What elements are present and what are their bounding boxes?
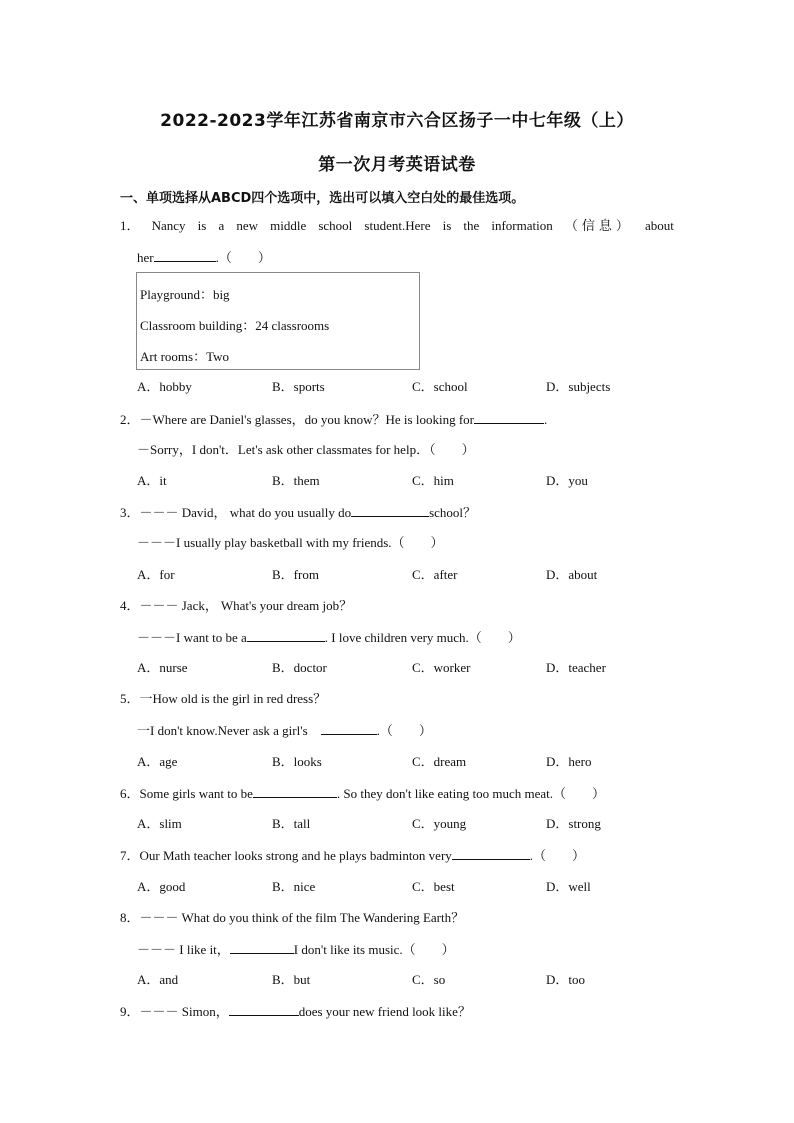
text: does your new friend look like？ <box>298 1004 471 1019</box>
question-7-line1 <box>120 847 585 864</box>
option-b[interactable]: B．looks <box>272 754 322 769</box>
question-3-line1 <box>120 504 476 521</box>
option-a[interactable]: A．nurse <box>137 660 188 675</box>
option-c[interactable]: C．school <box>412 379 468 394</box>
text: . So they don't like eating too much meat.（ ） <box>336 786 605 801</box>
option-d[interactable]: D．strong <box>546 816 601 831</box>
answer-blank[interactable] <box>253 785 337 798</box>
option-d[interactable]: D．subjects <box>546 379 611 394</box>
option-c[interactable]: C．worker <box>412 660 471 675</box>
text: 3．－－－ David， what do you usually do <box>120 505 352 520</box>
word: is <box>197 218 207 233</box>
question-5-line1: 5．一How old is the girl in red dress？ <box>120 691 327 706</box>
option-a[interactable]: A．good <box>137 879 186 894</box>
option-b[interactable]: B．doctor <box>272 660 327 675</box>
info-row-playground: Playground：big <box>140 287 230 302</box>
text: school？ <box>429 505 477 520</box>
word: is <box>442 218 452 233</box>
option-b[interactable]: B．sports <box>272 379 325 394</box>
text: . <box>544 412 548 427</box>
word: student.Here <box>364 218 431 233</box>
answer-blank[interactable] <box>230 941 294 954</box>
question-6-line1 <box>120 785 605 802</box>
text: .（ ） <box>215 250 271 265</box>
option-a[interactable]: A．and <box>137 972 179 987</box>
question-9-line1 <box>120 1003 471 1020</box>
text: 一I don't know.Never ask a girl's <box>137 723 321 738</box>
word: a <box>218 218 225 233</box>
text: 2．－Where are Daniel's glasses，do you know？He is looking for <box>120 412 474 427</box>
option-d[interactable]: D．too <box>546 972 586 987</box>
exam-title-line2: 第一次月考英语试卷 <box>318 155 476 175</box>
info-row-classroom: Classroom building：24 classrooms <box>140 318 330 333</box>
option-c[interactable]: C．best <box>412 879 455 894</box>
option-b[interactable]: B．tall <box>272 816 311 831</box>
option-b[interactable]: B．nice <box>272 879 316 894</box>
answer-blank[interactable] <box>452 847 530 860</box>
answer-blank[interactable] <box>321 722 377 735</box>
option-c[interactable]: C．him <box>412 473 454 488</box>
question-4-line1: 4．－－－ Jack， What's your dream job？ <box>120 598 353 613</box>
text: .（ ） <box>376 723 432 738</box>
option-c[interactable]: C．dream <box>412 754 467 769</box>
option-d[interactable]: D．about <box>546 567 598 582</box>
word: （信息） <box>564 218 633 233</box>
question-4-line2 <box>137 629 521 646</box>
word: new <box>236 218 259 233</box>
word: the <box>463 218 480 233</box>
answer-blank[interactable] <box>474 411 544 424</box>
option-a[interactable]: A．hobby <box>137 379 192 394</box>
text: －－－I want to be a <box>137 630 247 645</box>
option-b[interactable]: B．but <box>272 972 311 987</box>
option-c[interactable]: C．after <box>412 567 458 582</box>
word: middle <box>270 218 307 233</box>
word: about <box>644 218 674 233</box>
option-a[interactable]: A．slim <box>137 816 182 831</box>
option-a[interactable]: A．for <box>137 567 175 582</box>
text: .（ ） <box>529 848 586 863</box>
option-b[interactable]: B．them <box>272 473 320 488</box>
text: 7．Our Math teacher looks strong and he plays badminton very <box>120 848 452 863</box>
question-8-line1: 8．－－－ What do you think of the film The Wandering Earth？ <box>120 910 465 925</box>
option-d[interactable]: D．well <box>546 879 591 894</box>
answer-blank[interactable] <box>229 1003 299 1016</box>
question-1-line1 <box>120 218 674 234</box>
info-row-art-rooms: Art rooms：Two <box>140 349 230 364</box>
info-box <box>136 272 420 370</box>
text: her <box>137 250 154 265</box>
text: I don't like its music.（ ） <box>293 942 455 957</box>
question-5-line2 <box>137 722 432 739</box>
text: 6．Some girls want to be <box>120 786 253 801</box>
section-heading: 一、单项选择从ABCD四个选项中，选出可以填入空白处的最佳选项。 <box>120 191 525 206</box>
text: . I love children very much.（ ） <box>324 630 521 645</box>
option-a[interactable]: A．it <box>137 473 167 488</box>
text: －－－ I like it， <box>137 942 230 957</box>
option-a[interactable]: A．age <box>137 754 178 769</box>
word: Nancy <box>151 218 186 233</box>
word: information <box>491 218 553 233</box>
question-8-line2 <box>137 941 455 958</box>
text: 9．－－－ Simon， <box>120 1004 229 1019</box>
answer-blank[interactable] <box>154 249 216 262</box>
option-b[interactable]: B．from <box>272 567 319 582</box>
option-c[interactable]: C．so <box>412 972 446 987</box>
question-3-line2: －－－I usually play basketball with my friends.（ ） <box>137 535 444 550</box>
option-c[interactable]: C．young <box>412 816 467 831</box>
answer-blank[interactable] <box>247 629 325 642</box>
question-number: 1． <box>120 218 140 233</box>
answer-blank[interactable] <box>351 504 429 517</box>
question-1-line2 <box>137 249 271 266</box>
word: school <box>318 218 353 233</box>
question-2-line1 <box>120 411 547 428</box>
exam-title-line1: 2022-2023学年江苏省南京市六合区扬子一中七年级（上） <box>160 111 634 131</box>
option-d[interactable]: D．hero <box>546 754 592 769</box>
question-2-line2: －Sorry，I don't．Let's ask other classmates for help．（ ） <box>137 442 475 457</box>
option-d[interactable]: D．teacher <box>546 660 606 675</box>
option-d[interactable]: D．you <box>546 473 588 488</box>
